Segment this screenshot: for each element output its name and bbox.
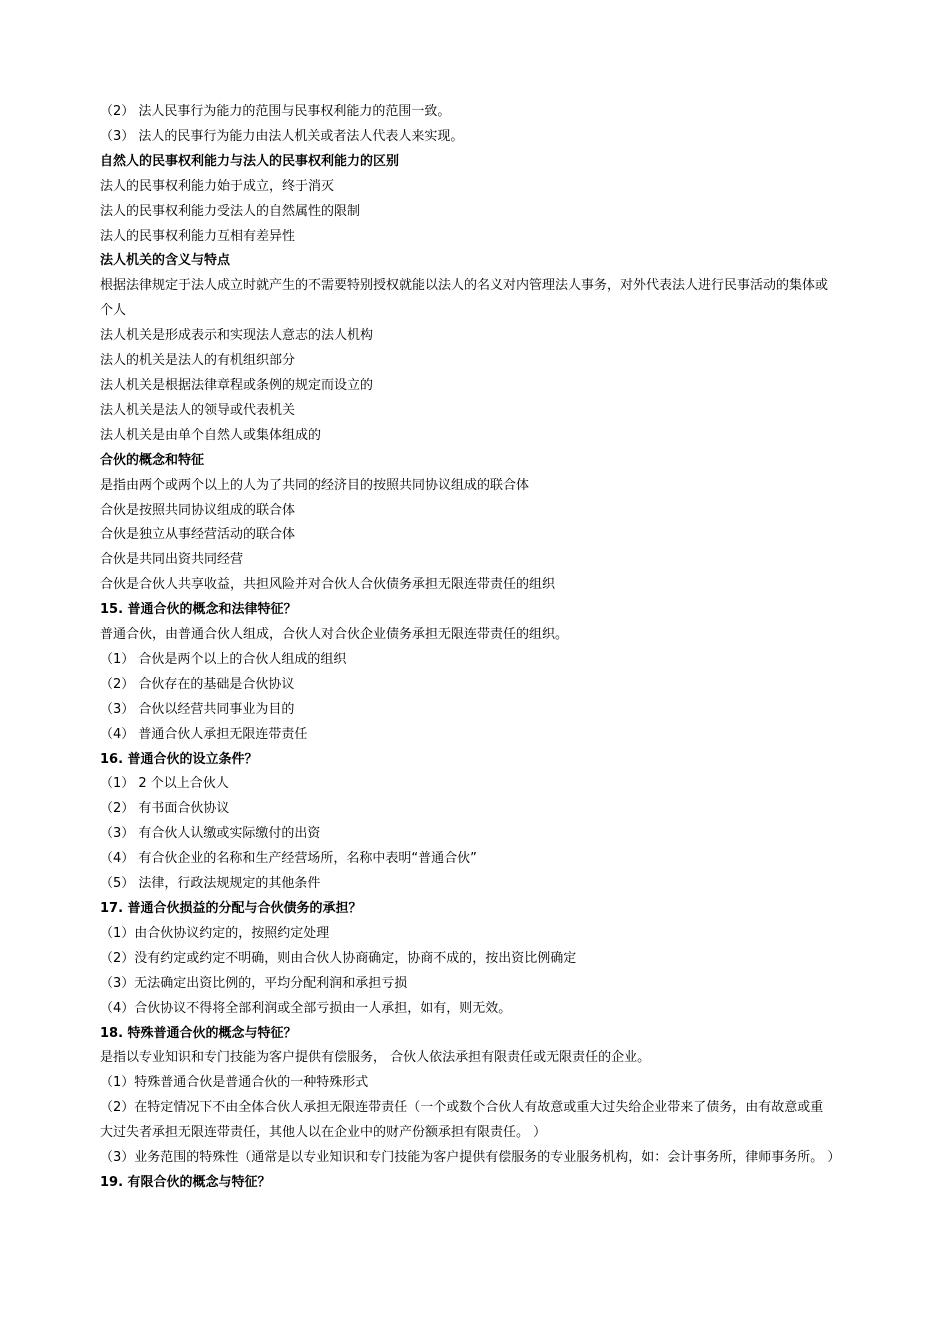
text-line: （1） 2 个以上合伙人 — [100, 776, 229, 792]
section-heading: 15. 普通合伙的概念和法律特征？ — [100, 602, 297, 618]
text-line: （4） 普通合伙人承担无限连带责任 — [100, 726, 308, 742]
text-line: 法人机关是根据法律章程或条例的规定而设立的 — [100, 377, 374, 393]
text-line: 法人的民事权利能力始于成立，终于消灭 — [100, 178, 335, 194]
text-line: 法人机关是由单个自然人或集体组成的 — [100, 427, 322, 443]
section-heading: 16. 普通合伙的设立条件？ — [100, 751, 258, 767]
text-line: （3） 有合伙人认缴或实际缴付的出资 — [100, 826, 321, 842]
text-line: （5） 法律，行政法规规定的其他条件 — [100, 876, 321, 892]
text-line: 普通合伙，由普通合伙人组成，合伙人对合伙企业债务承担无限连带责任的组织。 — [100, 627, 569, 643]
text-line: （3）业务范围的特殊性（通常是以专业知识和专门技能为客户提供有偿服务的专业服务机构，如：会计事务所，律师事务所。 ） — [100, 1150, 841, 1166]
section-heading: 17. 普通合伙损益的分配与合伙债务的承担？ — [100, 901, 362, 916]
text-line: 是指由两个或两个以上的人为了共同的经济目的按照共同协议组成的联合体 — [100, 477, 530, 493]
text-line: （2）没有约定或约定不明确，则由合伙人协商确定，协商不成的，按出资比例确定 — [100, 950, 577, 966]
document-page — [100, 100, 841, 1196]
text-line: 法人机关是形成表示和实现法人意志的法人机构 — [100, 328, 374, 344]
text-line: （3） 合伙以经营共同事业为目的 — [100, 701, 295, 717]
text-line: 合伙是按照共同协议组成的联合体 — [100, 502, 296, 518]
section-heading: 18. 特殊普通合伙的概念与特征？ — [100, 1025, 297, 1041]
text-line: 合伙是独立从事经营活动的联合体 — [100, 527, 296, 543]
text-line: 法人的民事权利能力受法人的自然属性的限制 — [100, 203, 361, 219]
text-line: （4） 有合伙企业的名称和生产经营场所，名称中表明“普通合伙” — [100, 851, 477, 867]
text-line: （2） 合伙存在的基础是合伙协议 — [100, 676, 295, 692]
text-line: 合伙是共同出资共同经营 — [100, 552, 244, 568]
text-line: （3） 法人的民事行为能力由法人机关或者法人代表人来实现。 — [100, 128, 464, 144]
text-line: （1）由合伙协议约定的，按照约定处理 — [100, 925, 330, 941]
section-heading: 自然人的民事权利能力与法人的民事权利能力的区别 — [100, 153, 400, 169]
text-line: 合伙是合伙人共享收益，共担风险并对合伙人合伙债务承担无限连带责任的组织 — [100, 577, 556, 593]
text-line: （2）在特定情况下不由全体合伙人承担无限连带责任（一个或数个合伙人有故意或重大过失给企业带来了债务，由有故意或重大过失者承担无限连带责任，其他人以在企业中的财产份额承担有限责任。 ） — [100, 1100, 824, 1141]
section-heading: 19. 有限合伙的概念与特征？ — [100, 1174, 271, 1190]
text-line: （2） 法人民事行为能力的范围与民事权利能力的范围一致。 — [100, 104, 451, 119]
text-line: 法人机关是法人的领导或代表机关 — [100, 402, 296, 418]
text-line: （4）合伙协议不得将全部利润或全部亏损由一人承担，如有，则无效。 — [100, 1000, 512, 1016]
text-line: 法人的民事权利能力互相有差异性 — [100, 228, 296, 244]
section-heading: 法人机关的含义与特点 — [100, 253, 231, 269]
text-line: （1）特殊普通合伙是普通合伙的一种特殊形式 — [100, 1075, 369, 1091]
text-line: （2） 有书面合伙协议 — [100, 801, 230, 817]
text-line: （3）无法确定出资比例的，平均分配利润和承担亏损 — [100, 975, 408, 991]
text-line: （1） 合伙是两个以上的合伙人组成的组织 — [100, 651, 347, 667]
text-line: 法人的机关是法人的有机组织部分 — [100, 353, 296, 369]
text-line: 根据法律规定于法人成立时就产生的不需要特别授权就能以法人的名义对内管理法人事务，对外代表法人进行民事活动的集体或个人 — [100, 278, 829, 319]
section-heading: 合伙的概念和特征 — [100, 452, 205, 468]
text-line: 是指以专业知识和专门技能为客户提供有偿服务， 合伙人依法承担有限责任或无限责任的企业。 — [100, 1050, 651, 1066]
